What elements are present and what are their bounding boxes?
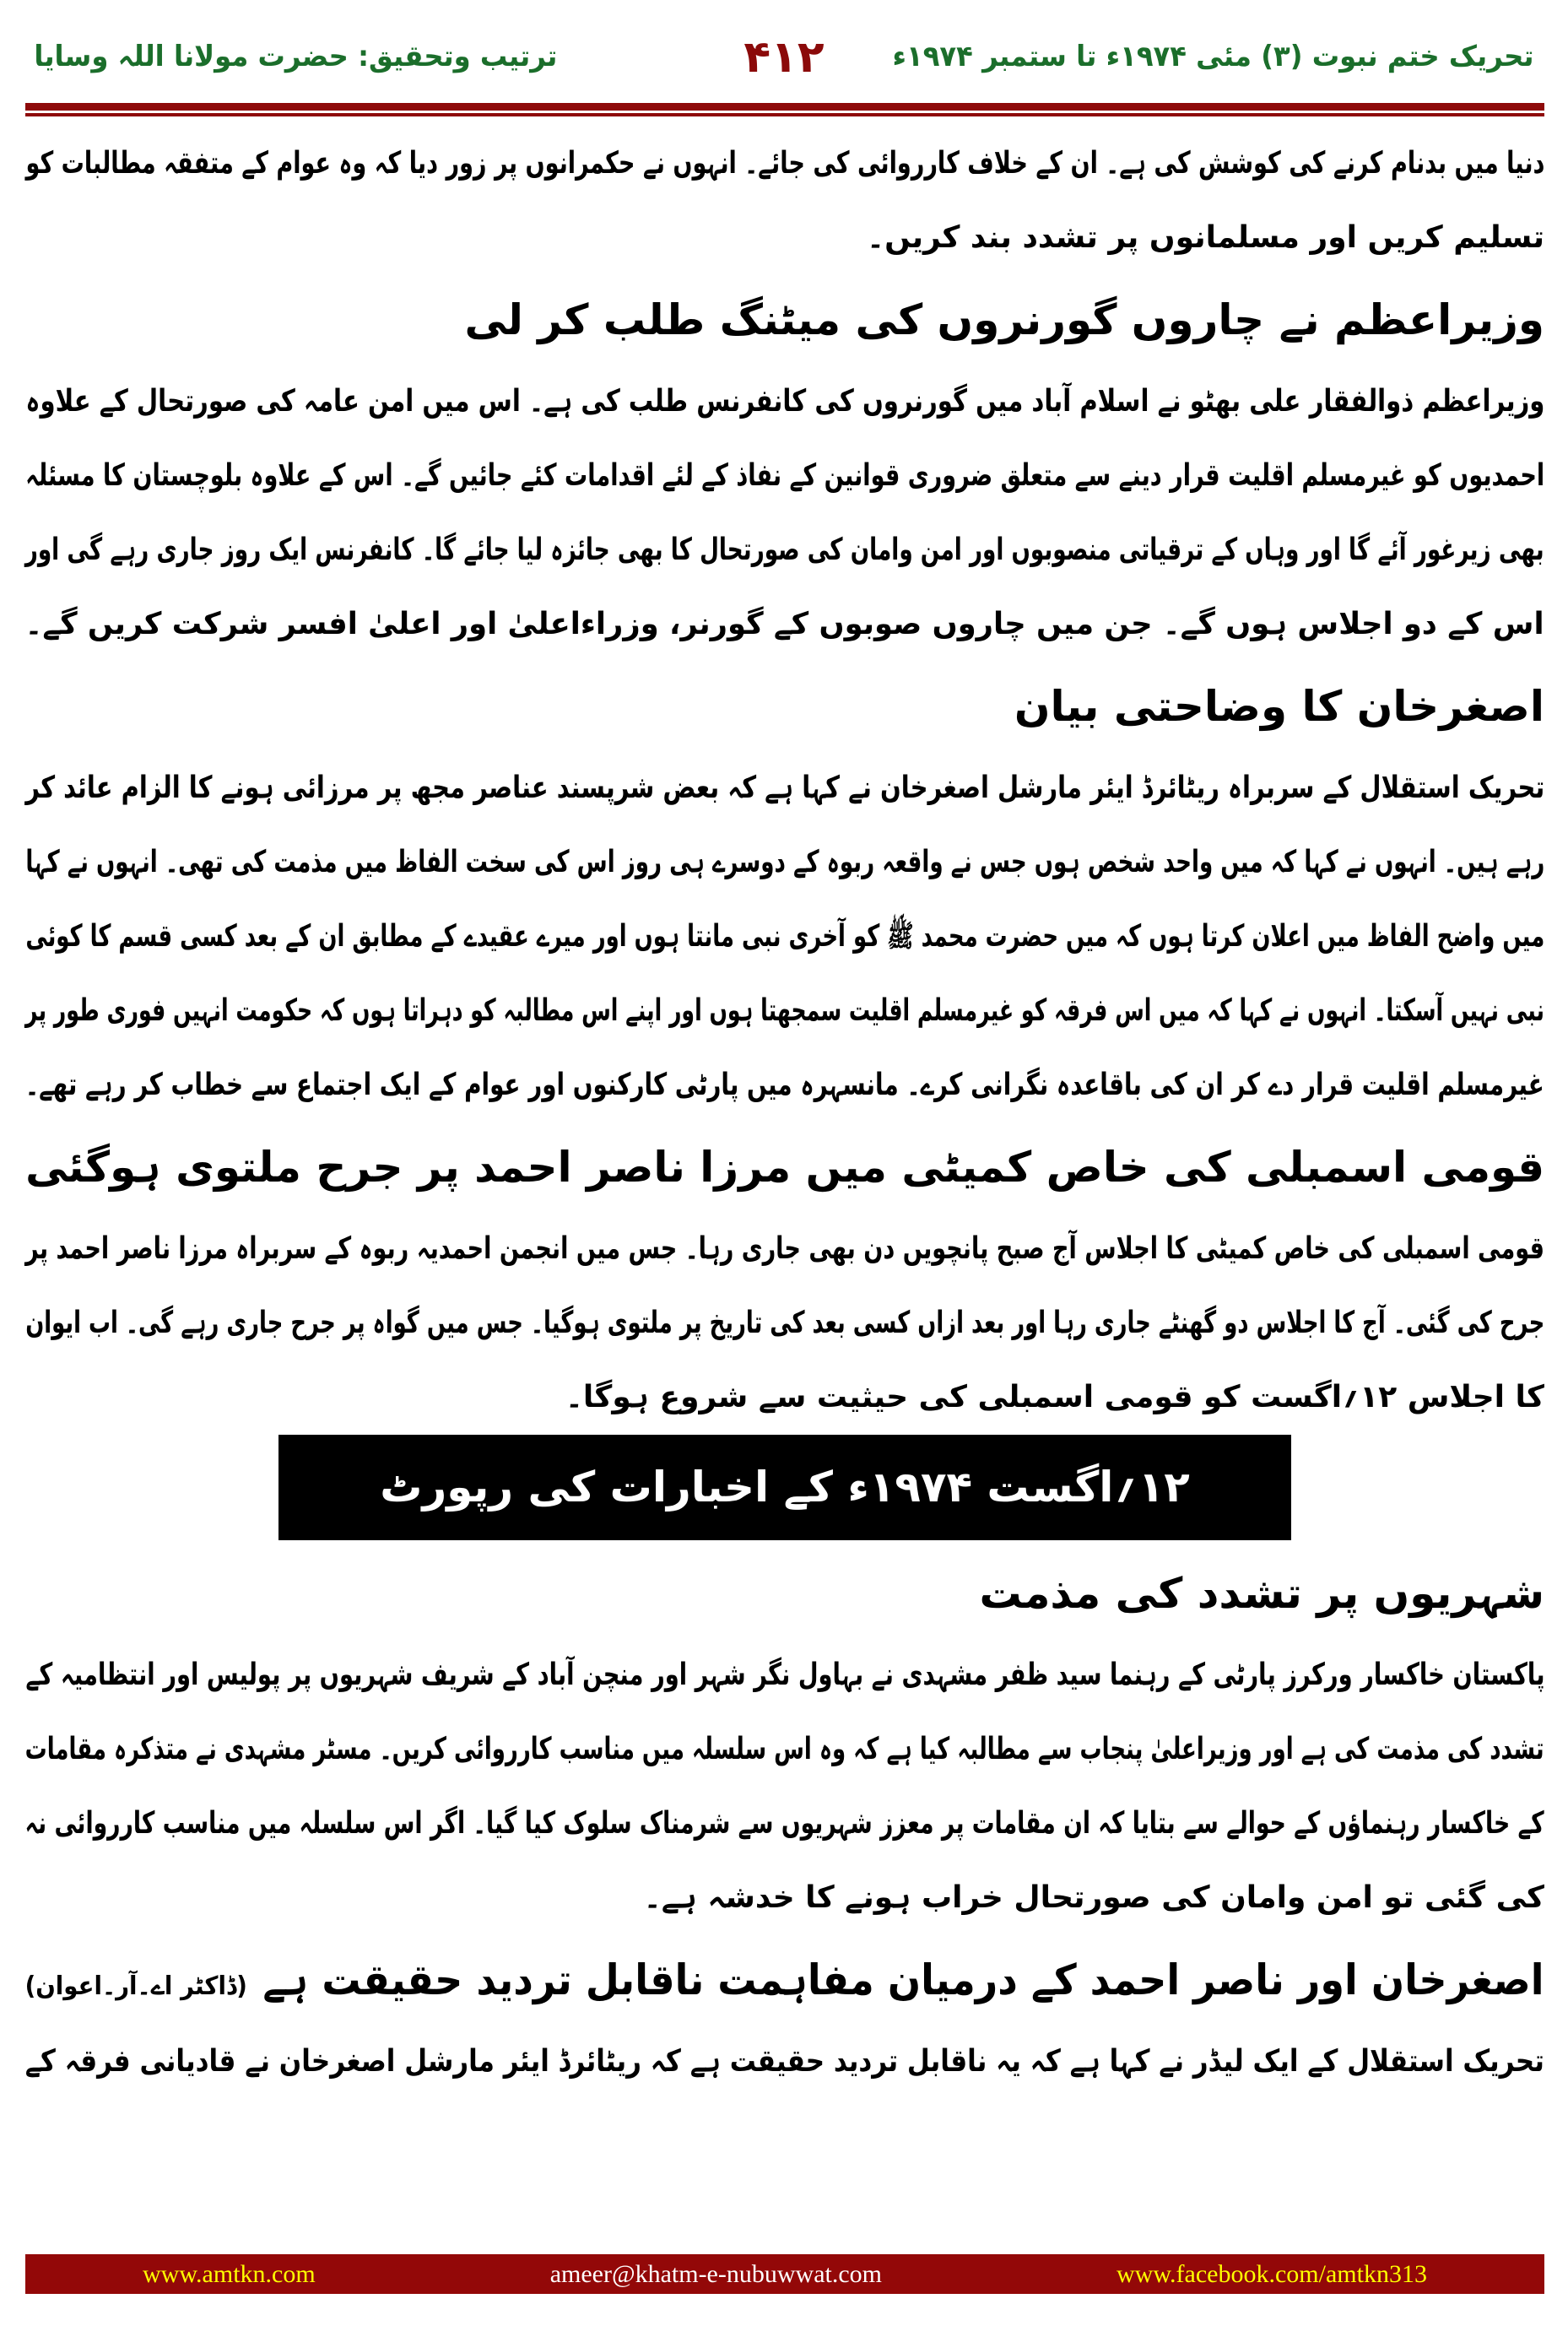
section-heading [25,1122,1544,1212]
section-heading-wrap [25,1935,1544,2031]
paragraph-line [25,513,1544,587]
section-heading-wrap [1014,662,1544,751]
compiler-credit-text: ترتیب وتحقیق: حضرت مولانا اللہ وسایا [33,40,557,73]
paragraph-line [25,974,1544,1048]
header-rule-thin [25,113,1544,116]
paragraph-line-text: غیرمسلم اقلیت قرار دے کر ان کی باقاعدہ نگرانی کرے۔ مانسہرہ میں پارٹی کارکنوں اور عوام کے ایک اجتماع سے خطاب کر رہے تھے۔ [25,1068,1544,1102]
paragraph-line-text: نبی نہیں آسکتا۔ انہوں نے کہا کہ میں اس فرقہ کو غیرمسلم اقلیت سمجھتا ہوں اور اپنے اس مطالبہ کو دہراتا ہوں کہ حکومت انہیں فوری طور پر [25,993,1544,1028]
paragraph-line [25,1787,1544,1861]
paragraph-line-text: تسلیم کریں اور مسلمانوں پر تشدد بند کریں۔ [867,220,1544,255]
page-number: ۴۱۲ [743,32,825,83]
header-rule [25,103,1544,111]
paragraph-line-text: تحریک استقلال کے ایک لیڈر نے کہا ہے کہ یہ ناقابل تردید حقیقت ہے کہ ریٹائرڈ ایئر مارشل اصغرخان نے قادیانی فرقہ کے [24,2044,1544,2079]
paragraph-line [25,201,1544,275]
paragraph-line [25,751,1544,825]
paragraph-line [25,1360,1544,1435]
section-heading-text: شہریوں پر تشدد کی مذمت [979,1569,1544,1618]
paragraph-line [25,825,1544,900]
paragraph-line [25,1286,1544,1360]
page-content [25,127,1544,2099]
section-heading [25,1935,1544,2025]
paragraph-line [25,900,1544,974]
paragraph-line-text: کی گئی تو امن وامان کی صورتحال خراب ہونے کا خدشہ ہے۔ [643,1880,1544,1915]
section-heading-note: (ڈاکٹر اے۔آر۔اعوان) [25,1971,248,2001]
paragraph-line-text: قومی اسمبلی کی خاص کمیٹی کا اجلاس آج صبح پانچویں دن بھی جاری رہا۔ جس میں انجمن احمدیہ ربوہ کے سربراہ مرزا ناصر احمد پر [25,1231,1544,1266]
footer-bar [25,2254,1544,2294]
section-heading-text: اصغرخان اور ناصر احمد کے درمیان مفاہمت ناقابل تردید حقیقت ہے [262,1955,1544,2004]
paragraph-line [25,2025,1544,2099]
paragraph-line [25,1638,1544,1712]
paragraph-line-text: وزیراعظم ذوالفقار علی بھٹو نے اسلام آباد میں گورنروں کی کانفرنس طلب کی ہے۔ اس میں امن عامہ کی صورتحال کے علاوہ [25,384,1544,419]
email-link[interactable]: ameer@khatm-e-nubuwwat.com [549,2259,882,2288]
paragraph-line [25,127,1544,201]
paragraph-line-text: تشدد کی مذمت کی ہے اور وزیراعلیٰ پنجاب سے مطالبہ کیا ہے کہ وہ اس سلسلہ میں مناسب کارروائی کریں۔ مسٹر مشہدی نے متذکرہ مقامات [25,1732,1544,1766]
paragraph-line-text: رہے ہیں۔ انہوں نے کہا کہ میں واحد شخص ہوں جس نے واقعہ ربوہ کے دوسرے ہی روز اس کی سخت الفاظ میں مذمت کی تھی۔ انہوں نے کہا [25,845,1544,879]
website-link[interactable]: www.amtkn.com [143,2259,316,2288]
paragraph-line-text: کے خاکسار رہنماؤں کے حوالے سے بتایا کہ ان مقامات پر معزز شہریوں سے شرمناک سلوک کیا گیا۔ اگر اس سلسلہ میں مناسب کارروائی نہ [24,1806,1544,1841]
date-banner: ۱۲؍اگست ۱۹۷۴ء کے اخبارات کی رپورٹ [278,1435,1291,1540]
paragraph-line-text: میں واضح الفاظ میں اعلان کرتا ہوں کہ میں حضرت محمد ﷺ کو آخری نبی مانتا ہوں اور میرے عقیدے کے مطابق ان کے بعد کسی قسم کا کوئی [25,919,1544,954]
section-heading-wrap [25,1122,1544,1212]
compiler-credit [34,25,557,89]
section-heading-text: قومی اسمبلی کی خاص کمیٹی میں مرزا ناصر احمد پر جرح ملتوی ہوگئی [24,1143,1544,1192]
paragraph-line [25,365,1544,439]
section-heading [25,1549,1544,1638]
paragraph-line [25,1861,1544,1935]
section-heading-text: اصغرخان کا وضاحتی بیان [1014,682,1544,731]
paragraph-line-text: احمدیوں کو غیرمسلم اقلیت قرار دینے سے متعلق ضروری قوانین کے نفاذ کے لئے اقدامات کئے جائیں گے۔ اس کے علاوہ بلوچستان کا مسئلہ [24,458,1544,493]
section-heading [25,275,1544,365]
paragraph-line [25,1048,1544,1122]
paragraph-line-text: کا اجلاس ۱۲؍اگست کو قومی اسمبلی کی حیثیت سے شروع ہوگا۔ [565,1380,1544,1414]
paragraph-line-text: تحریک استقلال کے سربراہ ریٹائرڈ ایئر مارشل اصغرخان نے کہا ہے کہ بعض شرپسند عناصر مجھ پر مرزائی ہونے کا الزام عائد کر [24,771,1544,805]
section-heading-wrap [980,1549,1544,1638]
paragraph-line-text: اس کے دو اجلاس ہوں گے۔ جن میں چاروں صوبوں کے گورنر، وزراءاعلیٰ اور اعلیٰ افسر شرکت کریں گے۔ [25,607,1544,641]
paragraph-line-text: پاکستان خاکسار ورکرز پارٹی کے رہنما سید ظفر مشہدی نے بہاول نگر شہر اور منچن آباد کے شریف شہریوں پر پولیس اور انتظامیہ کے [24,1658,1544,1692]
paragraph-line-text: دنیا میں بدنام کرنے کی کوشش کی ہے۔ ان کے خلاف کارروائی کی جائے۔ انہوں نے حکمرانوں پر زور دیا کہ وہ عوام کے متفقہ مطالبات کو [24,146,1544,181]
section-heading-wrap [465,275,1545,365]
paragraph-line [25,587,1544,662]
paragraph-line [25,439,1544,513]
book-title-text: تحریک ختم نبوت (۳) مئی ۱۹۷۴ء تا ستمبر ۱۹۷۴ء [892,40,1534,73]
book-title [893,25,1534,89]
section-heading-text: وزیراعظم نے چاروں گورنروں کی میٹنگ طلب کر لی [464,295,1544,344]
paragraph-line-text: بھی زیرغور آئے گا اور وہاں کے ترقیاتی منصوبوں اور امن وامان کی صورتحال کا بھی جائزہ لیا جائے گا۔ کانفرنس ایک روز جاری رہے گی اور [25,533,1544,567]
paragraph-line [25,1712,1544,1787]
paragraph-line [25,1212,1544,1286]
section-heading [25,662,1544,751]
facebook-link[interactable]: www.facebook.com/amtkn313 [1117,2259,1427,2288]
paragraph-line-text: جرح کی گئی۔ آج کا اجلاس دو گھنٹے جاری رہا اور بعد ازاں کسی بعد کی تاریخ پر ملتوی ہوگیا۔ جس میں گواہ پر جرح جاری رہے گی۔ اب ایوان [25,1306,1544,1340]
